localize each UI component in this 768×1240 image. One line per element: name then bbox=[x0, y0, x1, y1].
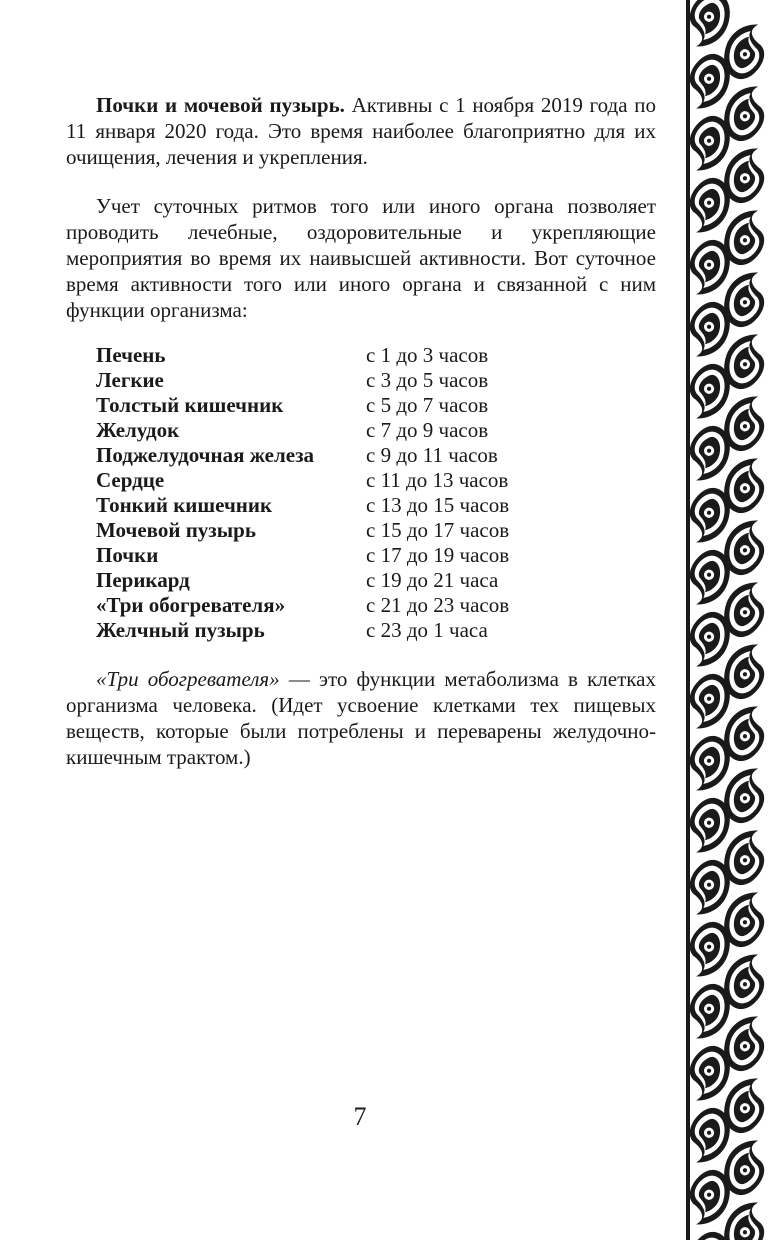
organ-time: с 13 до 15 часов bbox=[366, 493, 510, 517]
paragraph-text: — это функции метаболизма в клетках организма человека. (Идет усвоение клетками тех пищевых веществ, которые были потреблены и переварены желудочно-кишечным трактом.) bbox=[66, 667, 656, 769]
paragraph-text: Учет суточных ритмов того или иного органа позволяет проводить лечебные, оздоровительные и укрепляющие мероприятия во время их наивысшей активности. Вот суточное время активности того или иного органа и связанной с ним функции организма: bbox=[66, 194, 656, 322]
italic-term: «Три обогревателя» bbox=[96, 667, 280, 691]
schedule-row bbox=[96, 493, 566, 518]
schedule-row bbox=[96, 568, 566, 593]
paisley-border bbox=[686, 0, 768, 1240]
paragraph-text: Активны с 1 ноября 2019 года по 11 января 2020 года. Это время наиболее благоприятно для их очищения, лечения и укрепления. bbox=[66, 93, 656, 169]
organ-time: с 1 до 3 часов bbox=[366, 343, 489, 367]
organ-time: с 15 до 17 часов bbox=[366, 518, 510, 542]
organ-name: Желудок bbox=[96, 418, 180, 442]
organ-time: с 23 до 1 часа bbox=[366, 618, 488, 642]
organ-name: Перикард bbox=[96, 568, 190, 592]
organ-time: с 9 до 11 часов bbox=[366, 443, 498, 467]
organ-time: с 17 до 19 часов bbox=[366, 543, 510, 567]
schedule-row bbox=[96, 618, 566, 643]
paragraph-kidneys bbox=[66, 92, 656, 170]
organ-name: Поджелудочная железа bbox=[96, 443, 315, 467]
page-number: 7 bbox=[353, 1102, 367, 1131]
organ-name: Сердце bbox=[96, 468, 165, 492]
schedule-row bbox=[96, 518, 566, 543]
organ-time: с 7 до 9 часов bbox=[366, 418, 489, 442]
organ-name: Толстый кишечник bbox=[96, 393, 284, 417]
schedule-row bbox=[96, 468, 566, 493]
schedule-row bbox=[96, 368, 566, 393]
organ-time: с 19 до 21 часа bbox=[366, 568, 499, 592]
organ-name: Тонкий кишечник bbox=[96, 493, 273, 517]
organ-time: с 11 до 13 часов bbox=[366, 468, 509, 492]
organ-name: Почки bbox=[96, 543, 159, 567]
organ-time: с 5 до 7 часов bbox=[366, 393, 489, 417]
organ-schedule bbox=[96, 343, 566, 643]
paragraph-three-heaters bbox=[66, 666, 656, 770]
paragraph-rhythms bbox=[66, 193, 656, 323]
schedule-row bbox=[96, 393, 566, 418]
schedule-row bbox=[96, 443, 566, 468]
organ-time: с 3 до 5 часов bbox=[366, 368, 489, 392]
schedule-row bbox=[96, 343, 566, 368]
paisley-border-icon bbox=[686, 0, 768, 1240]
schedule-row bbox=[96, 543, 566, 568]
organ-name: Мочевой пузырь bbox=[96, 518, 256, 542]
organ-name: «Три обогревателя» bbox=[96, 593, 286, 617]
paragraph-heading: Почки и мочевой пузырь. bbox=[96, 93, 345, 117]
organ-name: Желчный пузырь bbox=[96, 618, 265, 642]
schedule-row bbox=[96, 593, 566, 618]
organ-name: Легкие bbox=[96, 368, 164, 392]
schedule-row bbox=[96, 418, 566, 443]
organ-time: с 21 до 23 часов bbox=[366, 593, 510, 617]
organ-name: Печень bbox=[96, 343, 166, 367]
